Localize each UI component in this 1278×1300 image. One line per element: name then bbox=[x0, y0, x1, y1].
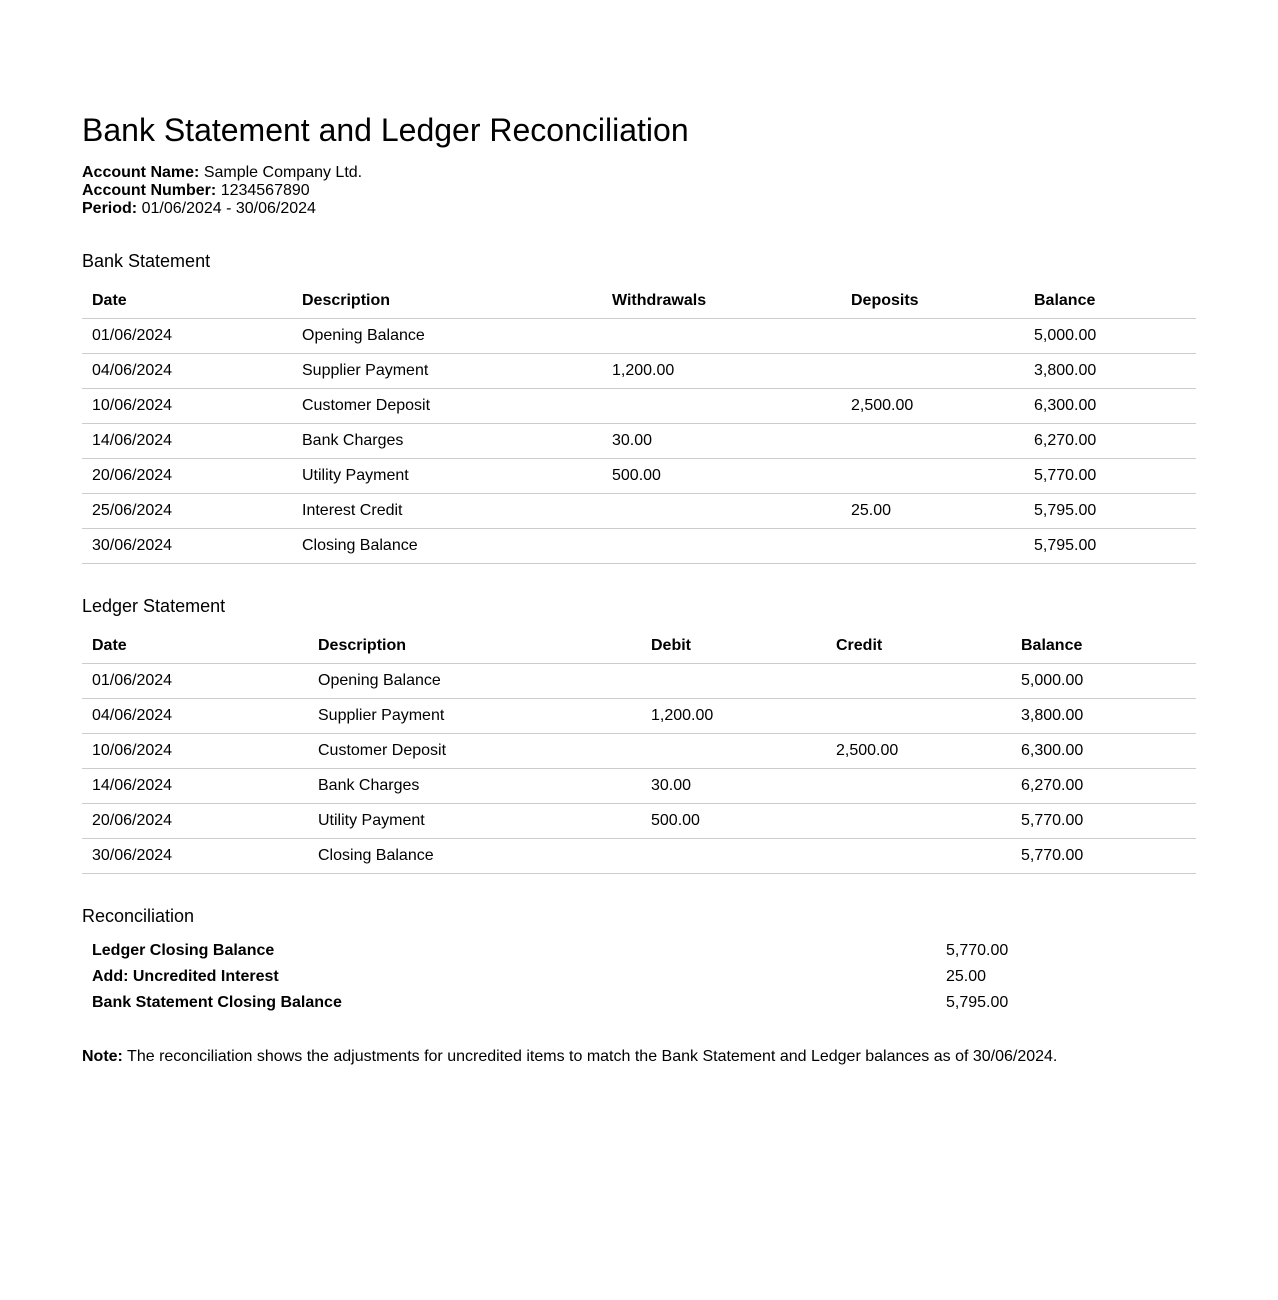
cell-deposits bbox=[841, 459, 1024, 494]
column-header: Date bbox=[82, 284, 292, 319]
cell-date: 25/06/2024 bbox=[82, 494, 292, 529]
ledger-statement-table bbox=[82, 629, 1196, 874]
column-header: Withdrawals bbox=[602, 284, 841, 319]
table-header-row bbox=[82, 284, 1196, 319]
ledger-statement-heading: Ledger Statement bbox=[82, 596, 226, 616]
cell-credit bbox=[826, 839, 1011, 874]
table-row bbox=[82, 769, 1196, 804]
cell-deposits bbox=[841, 354, 1024, 389]
reconciliation-label: Add: Uncredited Interest bbox=[92, 968, 279, 985]
cell-balance: 6,270.00 bbox=[1011, 769, 1196, 804]
cell-description: Closing Balance bbox=[308, 839, 641, 874]
cell-debit: 1,200.00 bbox=[641, 699, 826, 734]
column-header: Debit bbox=[641, 629, 826, 664]
bank-statement-table bbox=[82, 284, 1196, 564]
cell-balance: 5,770.00 bbox=[1024, 459, 1196, 494]
cell-description: Bank Charges bbox=[308, 769, 641, 804]
period-line bbox=[82, 200, 362, 218]
cell-withdrawals: 1,200.00 bbox=[602, 354, 841, 389]
cell-withdrawals bbox=[602, 389, 841, 424]
column-header: Date bbox=[82, 629, 308, 664]
cell-description: Customer Deposit bbox=[292, 389, 602, 424]
cell-date: 14/06/2024 bbox=[82, 769, 308, 804]
cell-debit: 30.00 bbox=[641, 769, 826, 804]
cell-deposits bbox=[841, 319, 1024, 354]
cell-description: Bank Charges bbox=[292, 424, 602, 459]
table-row bbox=[82, 494, 1196, 529]
note-text: The reconciliation shows the adjustments for uncredited items to match the Bank Statement and Ledger balances as of 30/06/2024. bbox=[122, 1048, 1058, 1065]
cell-balance: 5,770.00 bbox=[1011, 804, 1196, 839]
cell-withdrawals bbox=[602, 319, 841, 354]
bank-statement-heading: Bank Statement bbox=[82, 251, 211, 271]
reconciliation-row bbox=[82, 964, 1196, 990]
cell-withdrawals bbox=[602, 529, 841, 564]
reconciliation-value: 5,795.00 bbox=[946, 994, 1009, 1011]
cell-date: 10/06/2024 bbox=[82, 389, 292, 424]
reconciliation-row bbox=[82, 938, 1196, 964]
reconciliation-row bbox=[82, 990, 1196, 1016]
column-header: Description bbox=[308, 629, 641, 664]
account-number-value: 1234567890 bbox=[220, 182, 310, 199]
account-name-value: Sample Company Ltd. bbox=[203, 164, 363, 181]
cell-description: Closing Balance bbox=[292, 529, 602, 564]
cell-description: Supplier Payment bbox=[292, 354, 602, 389]
cell-description: Utility Payment bbox=[292, 459, 602, 494]
period-value: 01/06/2024 - 30/06/2024 bbox=[141, 200, 316, 217]
cell-balance: 3,800.00 bbox=[1011, 699, 1196, 734]
cell-description: Opening Balance bbox=[292, 319, 602, 354]
cell-balance: 6,300.00 bbox=[1024, 389, 1196, 424]
cell-description: Utility Payment bbox=[308, 804, 641, 839]
cell-balance: 5,795.00 bbox=[1024, 494, 1196, 529]
reconciliation-heading: Reconciliation bbox=[82, 906, 195, 926]
cell-date: 01/06/2024 bbox=[82, 664, 308, 699]
cell-date: 04/06/2024 bbox=[82, 699, 308, 734]
column-header: Credit bbox=[826, 629, 1011, 664]
account-number-line bbox=[82, 182, 362, 200]
table-row bbox=[82, 319, 1196, 354]
account-name-line bbox=[82, 164, 362, 182]
cell-description: Opening Balance bbox=[308, 664, 641, 699]
note-label: Note: bbox=[82, 1048, 123, 1065]
column-header: Description bbox=[292, 284, 602, 319]
reconciliation-note bbox=[82, 1048, 1057, 1066]
cell-withdrawals: 500.00 bbox=[602, 459, 841, 494]
cell-date: 20/06/2024 bbox=[82, 804, 308, 839]
table-row bbox=[82, 389, 1196, 424]
cell-date: 30/06/2024 bbox=[82, 529, 292, 564]
cell-credit bbox=[826, 664, 1011, 699]
cell-debit: 500.00 bbox=[641, 804, 826, 839]
reconciliation-label: Bank Statement Closing Balance bbox=[92, 994, 342, 1011]
reconciliation-value: 5,770.00 bbox=[946, 942, 1009, 959]
cell-deposits bbox=[841, 529, 1024, 564]
cell-credit bbox=[826, 769, 1011, 804]
cell-date: 10/06/2024 bbox=[82, 734, 308, 769]
cell-withdrawals bbox=[602, 494, 841, 529]
cell-date: 30/06/2024 bbox=[82, 839, 308, 874]
table-row bbox=[82, 734, 1196, 769]
cell-credit bbox=[826, 699, 1011, 734]
table-row bbox=[82, 354, 1196, 389]
table-row bbox=[82, 839, 1196, 874]
cell-debit bbox=[641, 734, 826, 769]
table-row bbox=[82, 424, 1196, 459]
column-header: Balance bbox=[1024, 284, 1196, 319]
cell-credit bbox=[826, 804, 1011, 839]
reconciliation-table bbox=[82, 938, 1196, 1016]
cell-date: 20/06/2024 bbox=[82, 459, 292, 494]
cell-credit: 2,500.00 bbox=[826, 734, 1011, 769]
column-header: Balance bbox=[1011, 629, 1196, 664]
cell-deposits bbox=[841, 424, 1024, 459]
cell-deposits: 25.00 bbox=[841, 494, 1024, 529]
cell-balance: 5,000.00 bbox=[1011, 664, 1196, 699]
table-row bbox=[82, 664, 1196, 699]
account-info bbox=[82, 164, 362, 218]
cell-balance: 3,800.00 bbox=[1024, 354, 1196, 389]
column-header: Deposits bbox=[841, 284, 1024, 319]
cell-deposits: 2,500.00 bbox=[841, 389, 1024, 424]
reconciliation-value: 25.00 bbox=[946, 968, 987, 985]
account-name-label: Account Name: bbox=[82, 164, 200, 181]
cell-balance: 5,000.00 bbox=[1024, 319, 1196, 354]
table-row bbox=[82, 804, 1196, 839]
cell-date: 04/06/2024 bbox=[82, 354, 292, 389]
cell-balance: 6,300.00 bbox=[1011, 734, 1196, 769]
cell-description: Supplier Payment bbox=[308, 699, 641, 734]
page-title: Bank Statement and Ledger Reconciliation bbox=[82, 112, 689, 148]
cell-debit bbox=[641, 839, 826, 874]
reconciliation-label: Ledger Closing Balance bbox=[92, 942, 275, 959]
cell-date: 01/06/2024 bbox=[82, 319, 292, 354]
cell-withdrawals: 30.00 bbox=[602, 424, 841, 459]
table-row bbox=[82, 459, 1196, 494]
cell-description: Interest Credit bbox=[292, 494, 602, 529]
cell-description: Customer Deposit bbox=[308, 734, 641, 769]
table-header-row bbox=[82, 629, 1196, 664]
cell-debit bbox=[641, 664, 826, 699]
cell-date: 14/06/2024 bbox=[82, 424, 292, 459]
cell-balance: 5,770.00 bbox=[1011, 839, 1196, 874]
period-label: Period: bbox=[82, 200, 138, 217]
table-row bbox=[82, 529, 1196, 564]
account-number-label: Account Number: bbox=[82, 182, 217, 199]
cell-balance: 5,795.00 bbox=[1024, 529, 1196, 564]
cell-balance: 6,270.00 bbox=[1024, 424, 1196, 459]
table-row bbox=[82, 699, 1196, 734]
